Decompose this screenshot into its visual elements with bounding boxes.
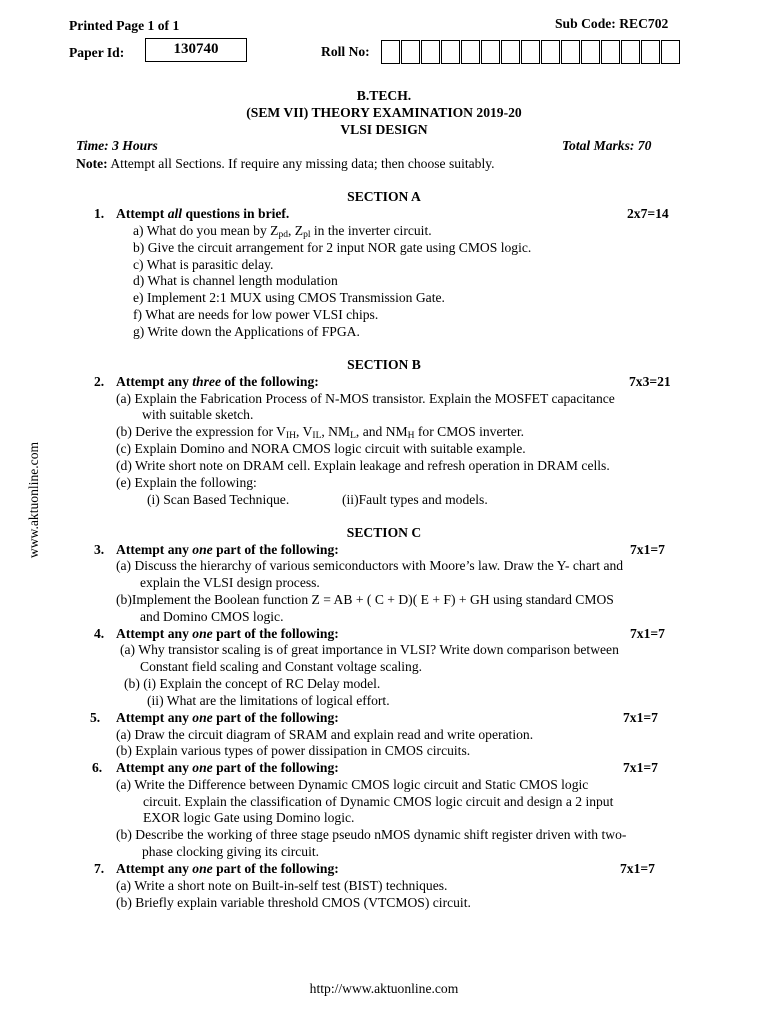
roll-number-digit-box[interactable] bbox=[621, 40, 640, 64]
q4-instruction: Attempt any one part of the following: bbox=[116, 626, 339, 641]
total-marks-label: Total Marks: 70 bbox=[562, 138, 652, 153]
q7-number: 7. bbox=[94, 861, 105, 876]
section-b-heading: SECTION B bbox=[347, 357, 421, 372]
roll-no-label: Roll No: bbox=[321, 44, 370, 59]
q2-part-e: (e) Explain the following: bbox=[116, 475, 257, 490]
time-label: Time: 3 Hours bbox=[76, 138, 158, 153]
q2-part-a-line1: (a) Explain the Fabrication Process of N-MOS transistor. Explain the MOSFET capacitance bbox=[116, 391, 615, 406]
q1-part-g: g) Write down the Applications of FPGA. bbox=[133, 324, 360, 339]
note-text: Attempt all Sections. If require any missing data; then choose suitably. bbox=[110, 156, 495, 171]
q1-part-e: e) Implement 2:1 MUX using CMOS Transmission Gate. bbox=[133, 290, 445, 305]
sub-code-label: Sub Code: REC702 bbox=[555, 16, 669, 31]
title-subject: VLSI DESIGN bbox=[340, 122, 428, 137]
q4-part-b-i: (b) (i) Explain the concept of RC Delay model. bbox=[124, 676, 381, 691]
q2-part-d: (d) Write short note on DRAM cell. Explain leakage and refresh operation in DRAM cells. bbox=[116, 458, 610, 473]
q4-part-a-line2: Constant field scaling and Constant voltage scaling. bbox=[140, 659, 423, 674]
paper-id-label: Paper Id: bbox=[69, 45, 125, 60]
section-c-heading: SECTION C bbox=[346, 525, 422, 540]
q3-part-a-line2: explain the VLSI design process. bbox=[140, 575, 320, 590]
roll-number-digit-box[interactable] bbox=[401, 40, 420, 64]
q2-part-a-line2: with suitable sketch. bbox=[142, 407, 254, 422]
q6-part-a-line3: EXOR logic Gate using Domino logic. bbox=[143, 810, 355, 825]
q4-marks: 7x1=7 bbox=[630, 626, 665, 641]
roll-number-digit-box[interactable] bbox=[501, 40, 520, 64]
q3-part-b-line2: and Domino CMOS logic. bbox=[140, 609, 284, 624]
q3-marks: 7x1=7 bbox=[630, 542, 665, 557]
q1-part-a: a) What do you mean by $Z_{pd}$, $Z_{pl}$ in the inverter circuit. bbox=[133, 223, 432, 240]
footer-url: http://www.aktuonline.com bbox=[309, 981, 459, 996]
q6-instruction: Attempt any one part of the following: bbox=[116, 760, 339, 775]
roll-number-digit-box[interactable] bbox=[581, 40, 600, 64]
roll-number-digit-box[interactable] bbox=[461, 40, 480, 64]
q1-instruction: Attempt all questions in brief. bbox=[116, 206, 290, 221]
q3-part-b-line1: (b)Implement the Boolean function Z = AB + ( C + D)( E + F) + GH using standard CMOS bbox=[116, 592, 614, 607]
q2-number: 2. bbox=[94, 374, 105, 389]
watermark-url: www.aktuonline.com bbox=[26, 441, 41, 559]
q4-part-a-line1: (a) Why transistor scaling is of great importance in VLSI? Write down comparison between bbox=[120, 642, 619, 657]
q5-marks: 7x1=7 bbox=[623, 710, 658, 725]
note-label: Note: bbox=[76, 156, 108, 171]
q1-number: 1. bbox=[94, 206, 105, 221]
q6-part-a-line2: circuit. Explain the classification of Dynamic CMOS logic circuit and design a 2 input bbox=[143, 794, 614, 809]
q4-part-b-ii: (ii) What are the limitations of logical effort. bbox=[147, 693, 390, 708]
q5-part-b: (b) Explain various types of power dissipation in CMOS circuits. bbox=[116, 743, 471, 758]
roll-number-digit-box[interactable] bbox=[661, 40, 680, 64]
q6-part-b-line1: (b) Describe the working of three stage pseudo nMOS dynamic shift register driven with two- bbox=[116, 827, 627, 842]
paper-id-box bbox=[145, 38, 247, 62]
q6-number: 6. bbox=[92, 760, 103, 775]
q1-part-b: b) Give the circuit arrangement for 2 input NOR gate using CMOS logic. bbox=[133, 240, 532, 255]
q5-instruction: Attempt any one part of the following: bbox=[116, 710, 339, 725]
q7-part-b: (b) Briefly explain variable threshold CMOS (VTCMOS) circuit. bbox=[116, 895, 471, 910]
q1-part-d: d) What is channel length modulation bbox=[133, 273, 338, 288]
roll-number-digit-box[interactable] bbox=[481, 40, 500, 64]
roll-number-digit-box[interactable] bbox=[381, 40, 400, 64]
title-btech: B.TECH. bbox=[356, 88, 412, 103]
note-line bbox=[76, 156, 495, 172]
section-a-heading: SECTION A bbox=[347, 189, 421, 204]
q7-instruction: Attempt any one part of the following: bbox=[116, 861, 339, 876]
q6-marks: 7x1=7 bbox=[623, 760, 658, 775]
roll-number-digit-box[interactable] bbox=[421, 40, 440, 64]
roll-number-digit-box[interactable] bbox=[541, 40, 560, 64]
q1-part-f: f) What are needs for low power VLSI chips. bbox=[133, 307, 379, 322]
printed-page-label: Printed Page 1 of 1 bbox=[69, 18, 180, 33]
roll-number-digit-box[interactable] bbox=[441, 40, 460, 64]
q4-number: 4. bbox=[94, 626, 105, 641]
roll-number-digit-box[interactable] bbox=[641, 40, 660, 64]
q1-part-c: c) What is parasitic delay. bbox=[133, 257, 274, 272]
q7-marks: 7x1=7 bbox=[620, 861, 655, 876]
q2-part-e-ii: (ii)Fault types and models. bbox=[342, 492, 488, 507]
roll-number-digit-box[interactable] bbox=[601, 40, 620, 64]
q7-part-a: (a) Write a short note on Built-in-self test (BIST) techniques. bbox=[116, 878, 448, 893]
q6-part-b-line2: phase clocking giving its circuit. bbox=[142, 844, 320, 859]
q2-instruction: Attempt any three of the following: bbox=[116, 374, 319, 389]
roll-number-digit-box[interactable] bbox=[521, 40, 540, 64]
q6-part-a-line1: (a) Write the Difference between Dynamic CMOS logic circuit and Static CMOS logic bbox=[116, 777, 589, 792]
q3-number: 3. bbox=[94, 542, 105, 557]
roll-number-digit-box[interactable] bbox=[561, 40, 580, 64]
paper-id-value: 130740 bbox=[173, 41, 219, 57]
q2-part-c: (c) Explain Domino and NORA CMOS logic circuit with suitable example. bbox=[116, 441, 526, 456]
q3-instruction: Attempt any one part of the following: bbox=[116, 542, 339, 557]
title-exam: (SEM VII) THEORY EXAMINATION 2019-20 bbox=[246, 105, 522, 120]
q5-number: 5. bbox=[90, 710, 101, 725]
q2-marks: 7x3=21 bbox=[629, 374, 671, 389]
q1-marks: 2x7=14 bbox=[627, 206, 669, 221]
q3-part-a-line1: (a) Discuss the hierarchy of various semiconductors with Moore’s law. Draw the Y- chart and bbox=[116, 558, 624, 573]
q2-part-e-i: (i) Scan Based Technique. bbox=[147, 492, 290, 507]
q5-part-a: (a) Draw the circuit diagram of SRAM and explain read and write operation. bbox=[116, 727, 534, 742]
q2-part-b: (b) Derive the expression for $V_{IH}$, $V_{IL}$, $NM_L$, and $NM_H$ for CMOS inverter. bbox=[116, 424, 524, 441]
